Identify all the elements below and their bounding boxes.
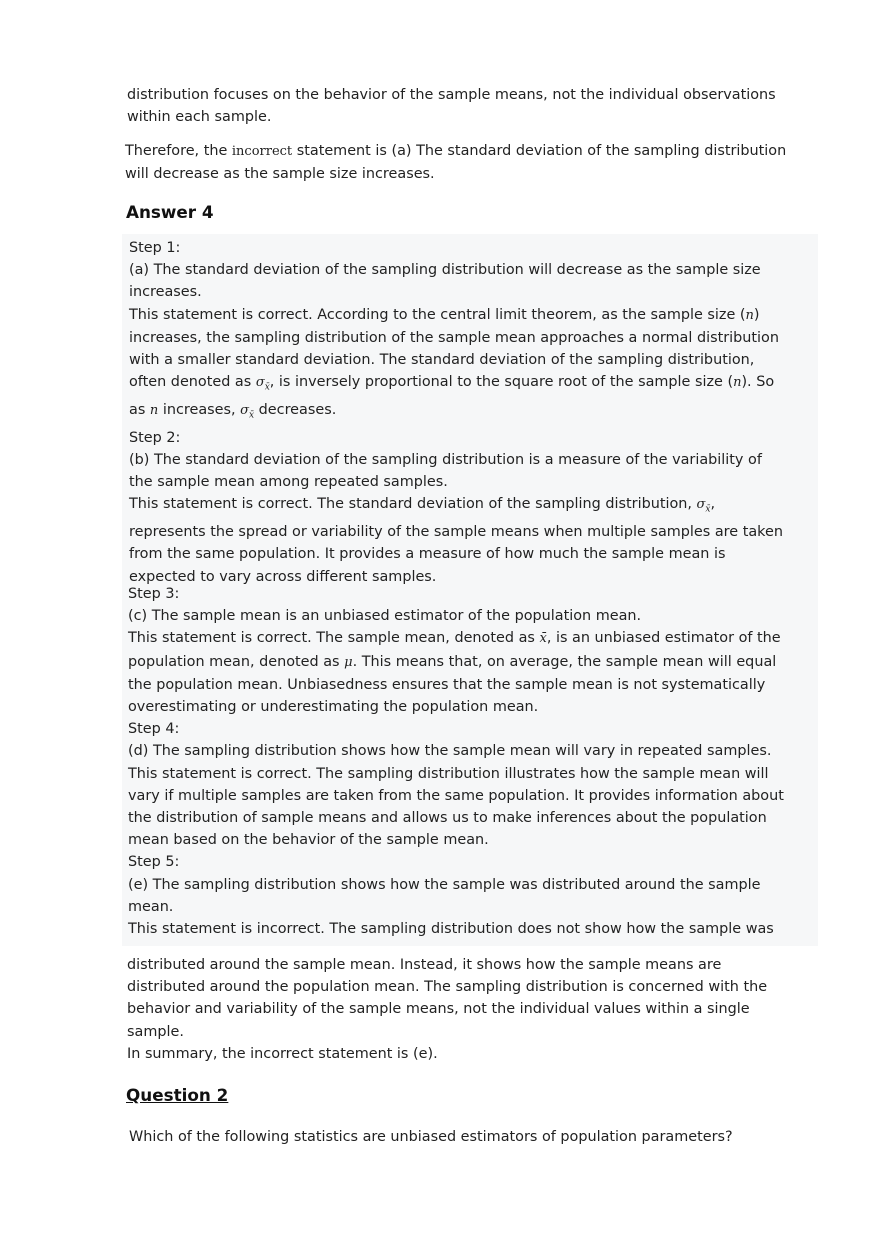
step-line: mean based on the behavior of the sample mean. (128, 832, 489, 849)
step-line: This statement is correct. The standard deviation of the sampling distribution, $\sigma_{x̄}$, (129, 496, 716, 516)
question-heading: Question 2 (126, 1085, 229, 1105)
step-line: (e) The sampling distribution shows how the sample was distributed around the sample (128, 876, 761, 893)
step-label: Step 1: (129, 240, 181, 256)
intro-line: distribution focuses on the behavior of the sample means, not the individual observations (127, 87, 776, 103)
step-line: overestimating or underestimating the population mean. (128, 699, 539, 716)
step-line: represents the spread or variability of the sample means when multiple samples are taken (129, 524, 783, 541)
step-line: the population mean. Unbiasedness ensures that the sample mean is not systematically (128, 676, 766, 693)
intro-line: within each sample. (127, 109, 272, 126)
step-line: This statement is incorrect. The sampling distribution does not show how the sample was (128, 921, 774, 938)
step-line: This statement is correct. The sampling distribution illustrates how the sample mean will (128, 765, 769, 782)
cont-line: sample. (127, 1023, 184, 1040)
continuation-paragraph (127, 954, 767, 1065)
therefore-line: Therefore, the incorrect statement is (a) The standard deviation of the sampling distribution (125, 143, 787, 159)
step-line: the distribution of sample means and allows us to make inferences about the population (128, 810, 767, 827)
math-mu: μ (344, 654, 353, 670)
math-sigma: $\sigma_{x̄}$ (255, 375, 270, 393)
math-n: n (733, 375, 742, 391)
step-line: increases, the sampling distribution of the sample mean approaches a normal distribution (129, 329, 779, 346)
step-line: with a smaller standard deviation. The standard deviation of the sampling distribution, (129, 352, 755, 369)
step-line: mean. (128, 898, 174, 915)
math-sigma: $\sigma_{x̄}$ (240, 403, 255, 421)
step-line: as n increases, $\sigma_{x̄}$ decreases. (129, 402, 337, 421)
step-label: Step 2: (129, 429, 181, 446)
answer-heading: Answer 4 (126, 202, 214, 222)
step-line: expected to vary across different samples. (129, 568, 437, 585)
step-label: Step 4: (128, 721, 180, 738)
therefore-paragraph (125, 140, 786, 185)
cont-line: distributed around the sample mean. Instead, it shows how the sample means are (127, 957, 722, 973)
steps-block-1 (129, 237, 783, 588)
math-n: n (745, 307, 754, 323)
step-line: from the same population. It provides a measure of how much the sample mean is (129, 546, 726, 563)
step-line: often denoted as $\sigma_{x̄}$, is inversely proportional to the square root of the sample size (n). So (129, 374, 775, 393)
incorrect-word: incorrect (231, 144, 293, 159)
summary-line: In summary, the incorrect statement is (e). (127, 1045, 438, 1062)
step-line: vary if multiple samples are taken from the same population. It provides information about (128, 787, 784, 804)
step-line: This statement is correct. The sample mean, denoted as x̄, is an unbiased estimator of the (128, 630, 781, 647)
step-label: Step 3: (128, 586, 180, 602)
question-text: Which of the following statistics are unbiased estimators of population parameters? (129, 1129, 733, 1145)
step-line: increases. (129, 284, 202, 301)
step-line: (c) The sample mean is an unbiased estimator of the population mean. (128, 608, 642, 625)
step-line: (d) The sampling distribution shows how the sample mean will vary in repeated samples. (128, 743, 772, 760)
step-line: (a) The standard deviation of the sampling distribution will decrease as the sample size (129, 262, 761, 279)
therefore-line: will decrease as the sample size increases. (125, 166, 435, 183)
step-line: This statement is correct. According to the central limit theorem, as the sample size (n) (129, 306, 760, 323)
step-line: (b) The standard deviation of the sampling distribution is a measure of the variability of (129, 452, 762, 469)
step-label: Step 5: (128, 854, 180, 871)
steps-block-2 (128, 583, 784, 940)
intro-paragraph (127, 84, 776, 128)
math-n: n (149, 403, 159, 419)
cont-line: behavior and variability of the sample means, not the individual values within a single (127, 1001, 750, 1018)
cont-line: distributed around the population mean. The sampling distribution is concerned with the (127, 979, 768, 996)
step-line: the sample mean among repeated samples. (129, 474, 448, 491)
math-sigma: $\sigma_{x̄}$ (696, 497, 711, 516)
math-xbar: x̄ (539, 631, 547, 647)
step-line: population mean, denoted as μ. This means that, on average, the sample mean will equal (128, 653, 777, 670)
